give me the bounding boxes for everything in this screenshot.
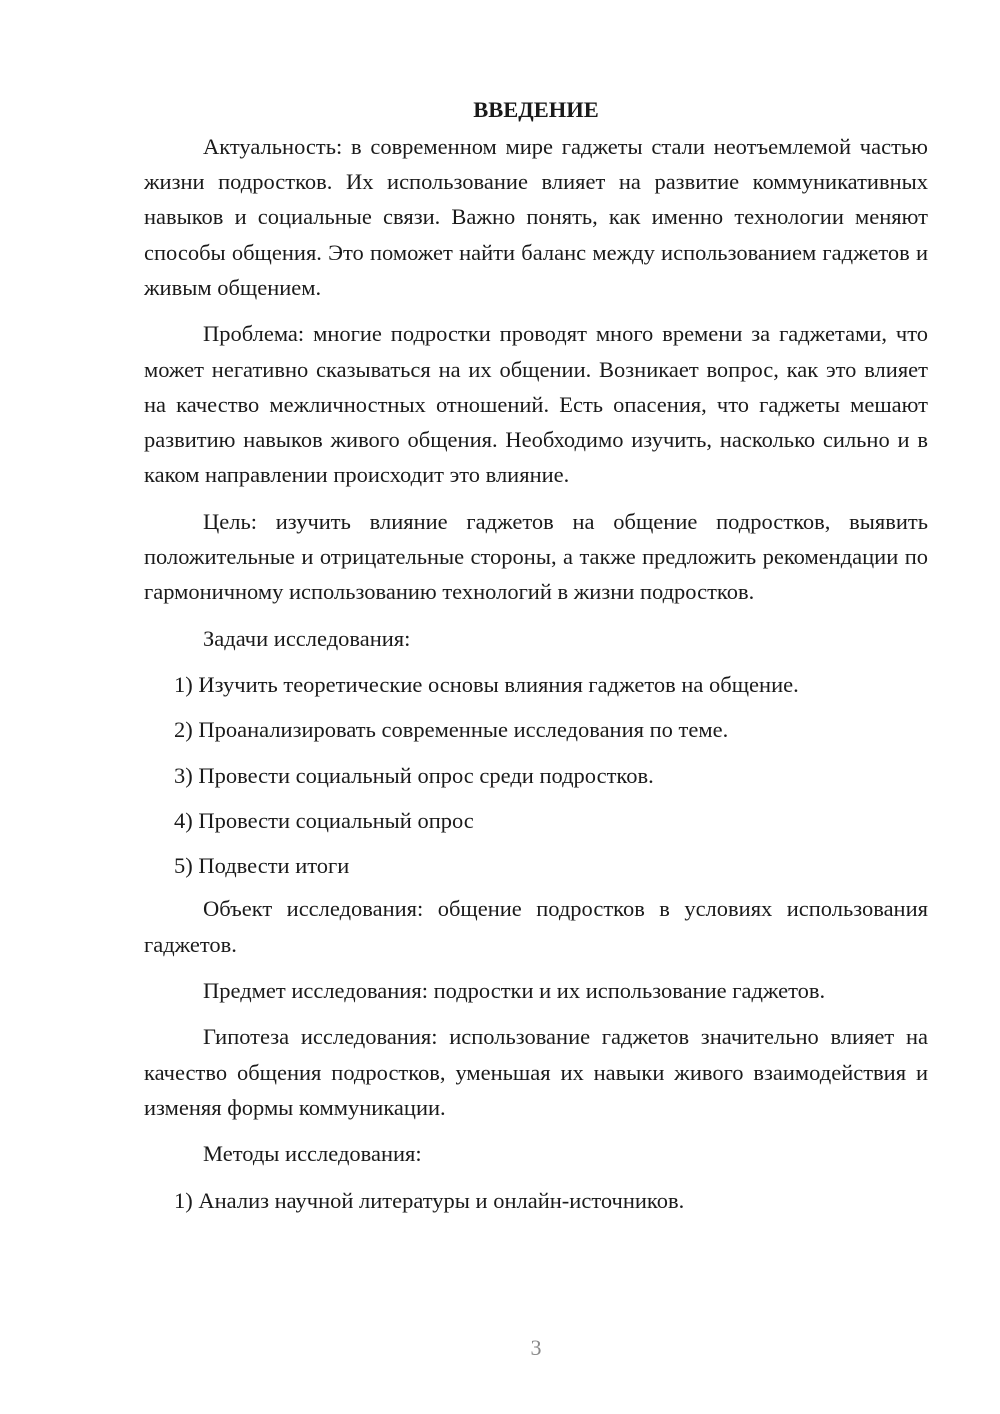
tasks-title: Задачи исследования: [203,625,411,651]
list-item: 1) Изучить теоретические основы влияния гаджетов на общение. [174,671,799,697]
list-item: 4) Провести социальный опрос [174,807,474,833]
methods-list [144,1183,928,1218]
list-item: 3) Провести социальный опрос среди подростков. [174,762,654,788]
list-item: 2) Проанализировать современные исследования по теме. [174,717,729,743]
list-item: 1) Анализ научной литературы и онлайн-источников. [174,1187,685,1213]
paragraph-goal: Цель: изучить влияние гаджетов на общение подростков, выявить положительные и отрицательные стороны, а также предложить рекомендации по гармоничному использованию технологий в жизни подростков. [144,508,928,605]
methods-title: Методы исследования: [203,1141,422,1167]
paragraph-object: Объект исследования: общение подростков в условиях использования гаджетов. [144,896,928,957]
paragraph-subject: Предмет исследования: подростки и их использование гаджетов. [203,978,826,1004]
tasks-list [144,667,928,883]
paragraph-relevance: Актуальность: в современном мире гаджеты стали неотъемлемой частью жизни подростков. Их использование влияет на развитие коммуникативных навыков и социальные связи. Важно понять, как именно технологии меняют способы общения. Это поможет найти баланс между использованием гаджетов и живым общением. [144,133,928,300]
page-number: 3 [530,1335,542,1360]
list-item: 5) Подвести итоги [174,853,350,879]
paragraph-problem: Проблема: многие подростки проводят много времени за гаджетами, что может негативно сказываться на их общении. Возникает вопрос, как это влияет на качество межличностных отношений. Есть опасения, что гаджеты мешают развитию навыков живого общения. Необходимо изучить, насколько сильно и в каком направлении происходит это влияние. [144,321,928,488]
section-heading: ВВЕДЕНИЕ [473,97,599,122]
document-page [144,92,928,1228]
paragraph-hypothesis: Гипотеза исследования: использование гаджетов значительно влияет на качество общения подростков, уменьшая их навыки живого взаимодействия и изменяя формы коммуникации. [144,1024,928,1120]
